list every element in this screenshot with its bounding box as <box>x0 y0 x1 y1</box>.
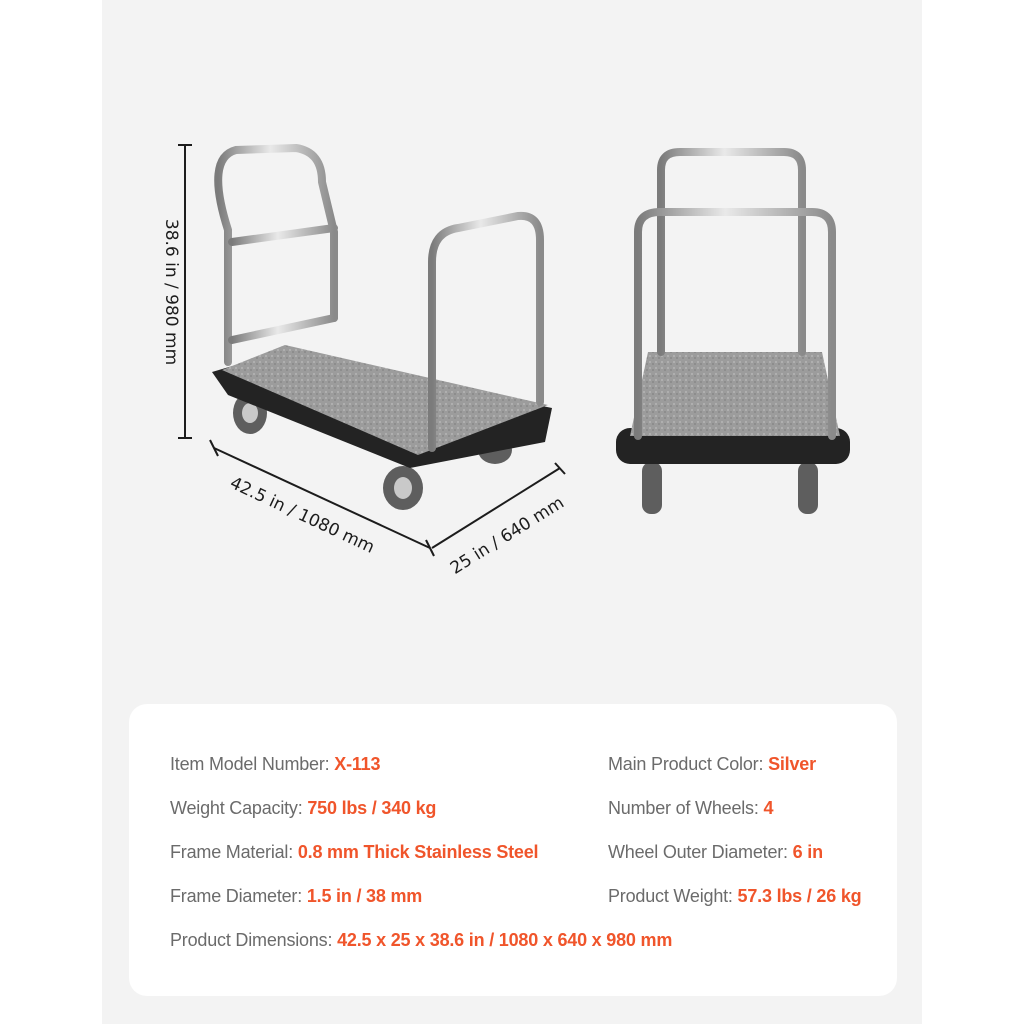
spec-product-weight <box>608 886 861 907</box>
spec-value: 750 lbs / 340 kg <box>307 798 437 818</box>
spec-frame-diameter <box>170 886 422 907</box>
spec-label: Frame Material: <box>170 842 298 862</box>
spec-label: Frame Diameter: <box>170 886 307 906</box>
height-dimension-label: 38.6 in / 980 mm <box>161 218 181 366</box>
length-dimension-label: 42.5 in / 1080 mm <box>226 473 378 558</box>
spec-value: 57.3 lbs / 26 kg <box>737 886 862 906</box>
cart-perspective-view <box>212 148 552 510</box>
cart-front-view <box>616 152 850 514</box>
width-dimension-label: 25 in / 640 mm <box>446 492 568 579</box>
spec-product-dimensions <box>170 930 672 951</box>
spec-value: Silver <box>768 754 816 774</box>
spec-label: Product Weight: <box>608 886 738 906</box>
spec-label: Main Product Color: <box>608 754 769 774</box>
spec-label: Weight Capacity: <box>170 798 308 818</box>
spec-label: Number of Wheels: <box>608 798 764 818</box>
specifications-card <box>129 704 897 996</box>
spec-label: Wheel Outer Diameter: <box>608 842 793 862</box>
spec-number-of-wheels <box>608 798 773 819</box>
spec-frame-material <box>170 842 538 863</box>
spec-value: 0.8 mm Thick Stainless Steel <box>297 842 539 862</box>
wheel-icon <box>642 462 818 514</box>
spec-value: 42.5 x 25 x 38.6 in / 1080 x 640 x 980 mm <box>337 930 673 950</box>
spec-value: 4 <box>763 798 774 818</box>
spec-product-color <box>608 754 816 775</box>
spec-label: Product Dimensions: <box>170 930 338 950</box>
spec-weight-capacity <box>170 798 436 819</box>
spec-label: Item Model Number: <box>170 754 335 774</box>
spec-model-number <box>170 754 380 775</box>
spec-wheel-outer-diameter <box>608 842 823 863</box>
spec-value: 1.5 in / 38 mm <box>306 886 423 906</box>
spec-value: 6 in <box>792 842 823 862</box>
spec-value: X-113 <box>334 754 381 774</box>
